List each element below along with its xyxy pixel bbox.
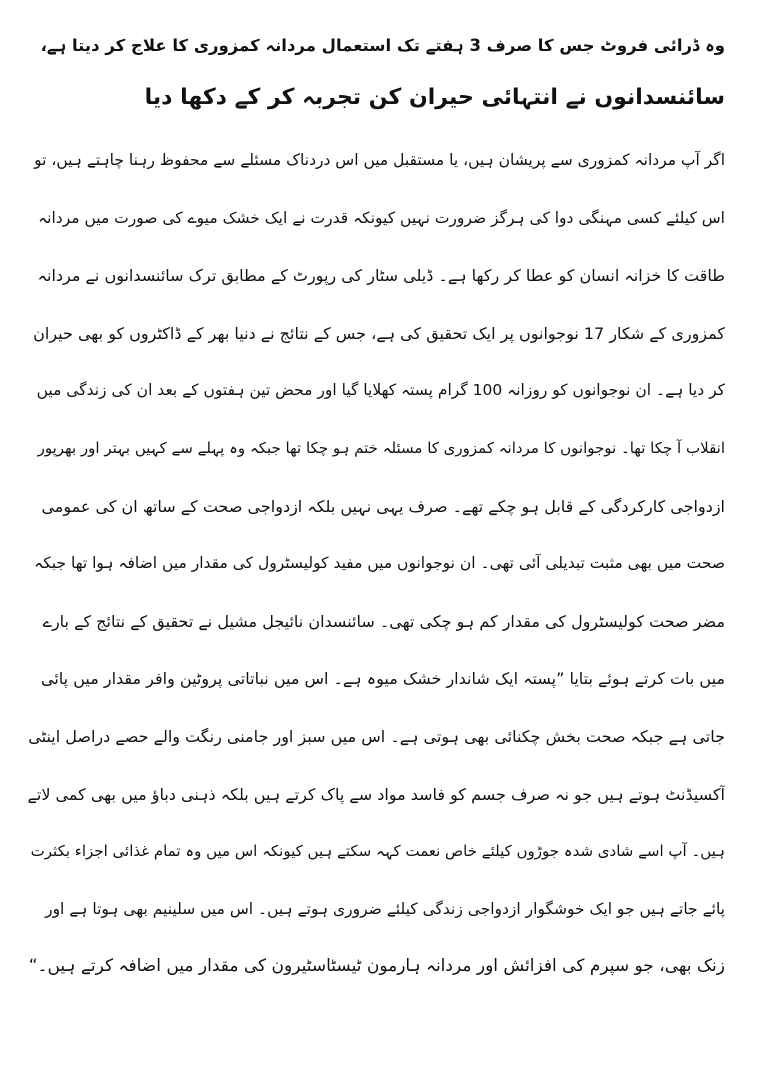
body-line: زنک بھی، جو سپرم کی افزائش اور مردانہ ہارمون ٹیسٹاسٹیرون کی مقدار میں اضافہ کرتے ہیں۔“ [28, 956, 725, 977]
body-line: صحت میں بھی مثبت تبدیلی آئی تھی۔ ان نوجوانوں میں مفید کولیسٹرول کی مقدار میں اضافہ ہوا تھا جبکہ [34, 554, 725, 573]
body-line: میں بات کرتے ہوئے بتایا ”پستہ ایک شاندار خشک میوہ ہے۔ اس میں نباتاتی پروٹین وافر مقدار میں پائی [40, 669, 725, 689]
body-line: طاقت کا خزانہ انسان کو عطا کر رکھا ہے۔ ڈیلی سٹار کی رپورٹ کے مطابق ترک سائنسدانوں نے مردانہ [37, 266, 725, 286]
body-line: پائے جاتے ہیں جو ایک خوشگوار ازدواجی زندگی کیلئے ضروری ہوتے ہیں۔ اس میں سلینیم بھی ہوتا ہے اور [45, 899, 725, 918]
body-line: مضر صحت کولیسٹرول کی مقدار کم ہو چکی تھی۔ سائنسدان نائیجل مشیل نے تحقیق کے نتائج کے بارے [42, 611, 725, 631]
headline-line-1: وہ ڈرائی فروٹ جس کا صرف 3 ہفتے تک استعمال مردانہ کمزوری کا علاج کر دیتا ہے، [40, 36, 725, 55]
body-line: کر دیا ہے۔ ان نوجوانوں کو روزانہ 100 گرام پستہ کھلایا گیا اور محض تین ہفتوں کے بعد ان کی زندگی میں [36, 381, 725, 400]
body-line: کمزوری کے شکار 17 نوجوانوں پر ایک تحقیق کی ہے، جس کے نتائج نے دنیا بھر کے ڈاکٹروں کو بھی حیران [33, 323, 725, 343]
body-line: اگر آپ مردانہ کمزوری سے پریشان ہیں، یا مستقبل میں اس دردناک مسئلے سے محفوظ رہنا چاہتے ہیں، تو [34, 151, 725, 169]
article-headline [28, 20, 725, 124]
body-line: آکسیڈنٹ ہوتے ہیں جو نہ صرف جسم کو فاسد مواد سے پاک کرتے ہیں بلکہ ذہنی دباؤ میں بھی کمی لاتے [28, 784, 725, 804]
body-line: اس کیلئے کسی مہنگی دوا کی ہرگز ضرورت نہیں کیونکہ قدرت نے ایک خشک میوے کی صورت میں مردانہ [38, 208, 725, 227]
body-line: ہیں۔ آپ اسے شادی شدہ جوڑوں کیلئے خاص نعمت کہہ سکتے ہیں کیونکہ اس میں وہ تمام غذائی اجزاء بکثرت [30, 842, 725, 861]
body-line: ازدواجی کارکردگی کے قابل ہو چکے تھے۔ صرف یہی نہیں بلکہ ازدواجی صحت کے ساتھ ان کی عمومی [41, 496, 725, 516]
body-line: انقلاب آ چکا تھا۔ نوجوانوں کا مردانہ کمزوری کا مسئلہ ختم ہو چکا تھا جبکہ وہ پہلے سے کہیں بہتر اور بھرپور [37, 438, 725, 457]
body-line: جاتی ہے جبکہ صحت بخش چکنائی بھی ہوتی ہے۔ اس میں سبز اور جامنی رنگت والے حصے دراصل اینٹی [28, 726, 725, 746]
headline-line-2: سائنسدانوں نے انتہائی حیران کن تجربہ کر کے دکھا دیا [144, 85, 725, 110]
article-body [28, 132, 725, 996]
